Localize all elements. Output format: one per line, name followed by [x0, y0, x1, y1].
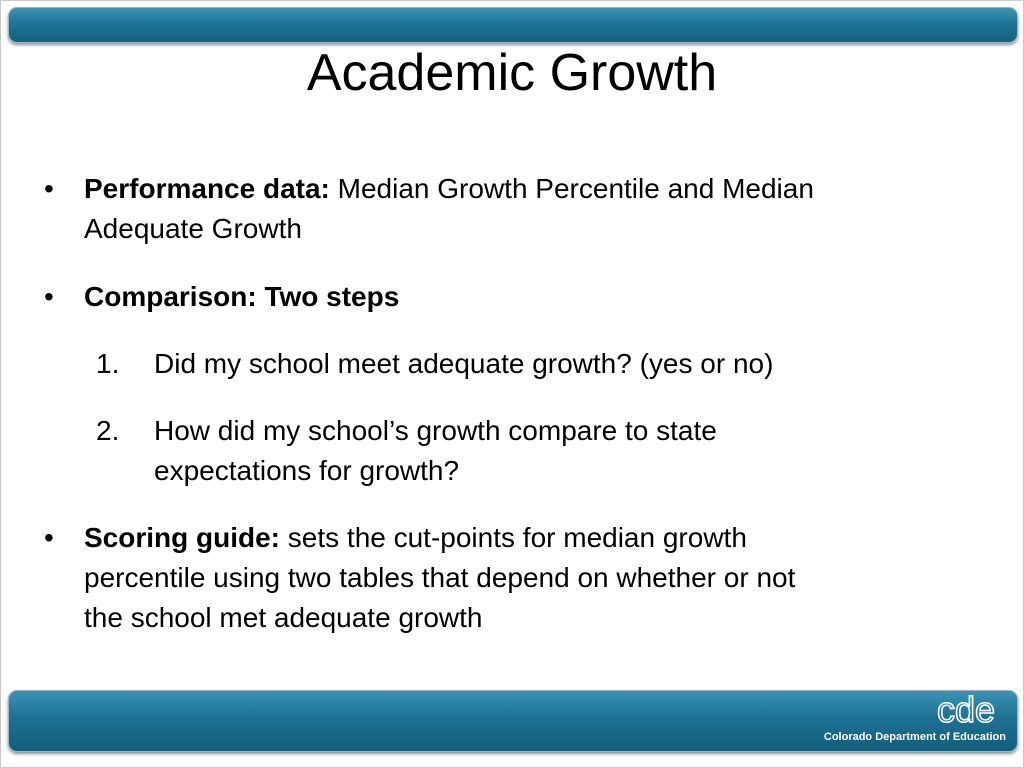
step-text [154, 411, 914, 491]
bullet-bold-label: Comparison: Two steps [84, 281, 400, 312]
bullet-text [84, 277, 984, 317]
step-number: 1. [96, 348, 120, 379]
step-line: expectations for growth? [154, 455, 460, 486]
bullet-line-text: sets the cut-points for median growth [280, 522, 747, 553]
step-text [154, 344, 914, 384]
step-line: How did my school’s growth compare to state [154, 415, 717, 446]
step-number: 2. [96, 415, 120, 446]
bullet-bold-label: Scoring guide: [84, 522, 280, 553]
bullet-bold-label: Performance data: [84, 173, 330, 204]
step-line: Did my school meet adequate growth? (yes or no) [154, 348, 774, 379]
bullet-symbol: • [44, 281, 54, 312]
bullet-line: percentile using two tables that depend on whether or not [84, 562, 796, 593]
bullet-symbol: • [44, 173, 54, 204]
bullet-text [84, 518, 984, 638]
bullet-line: Adequate Growth [84, 213, 302, 244]
cde-logo [926, 692, 1006, 728]
organization-name: Colorado Department of Education [823, 731, 1006, 743]
bullet-symbol: • [44, 522, 54, 553]
bullet-line: the school met adequate growth [84, 602, 483, 633]
bullet-line [84, 169, 984, 209]
logo-text: cde [936, 692, 996, 728]
bullet-line-text: Median Growth Percentile and Median [329, 173, 814, 204]
bullet-text [84, 169, 984, 249]
slide-title: Academic Growth [306, 44, 718, 102]
bullet-line [84, 518, 984, 558]
